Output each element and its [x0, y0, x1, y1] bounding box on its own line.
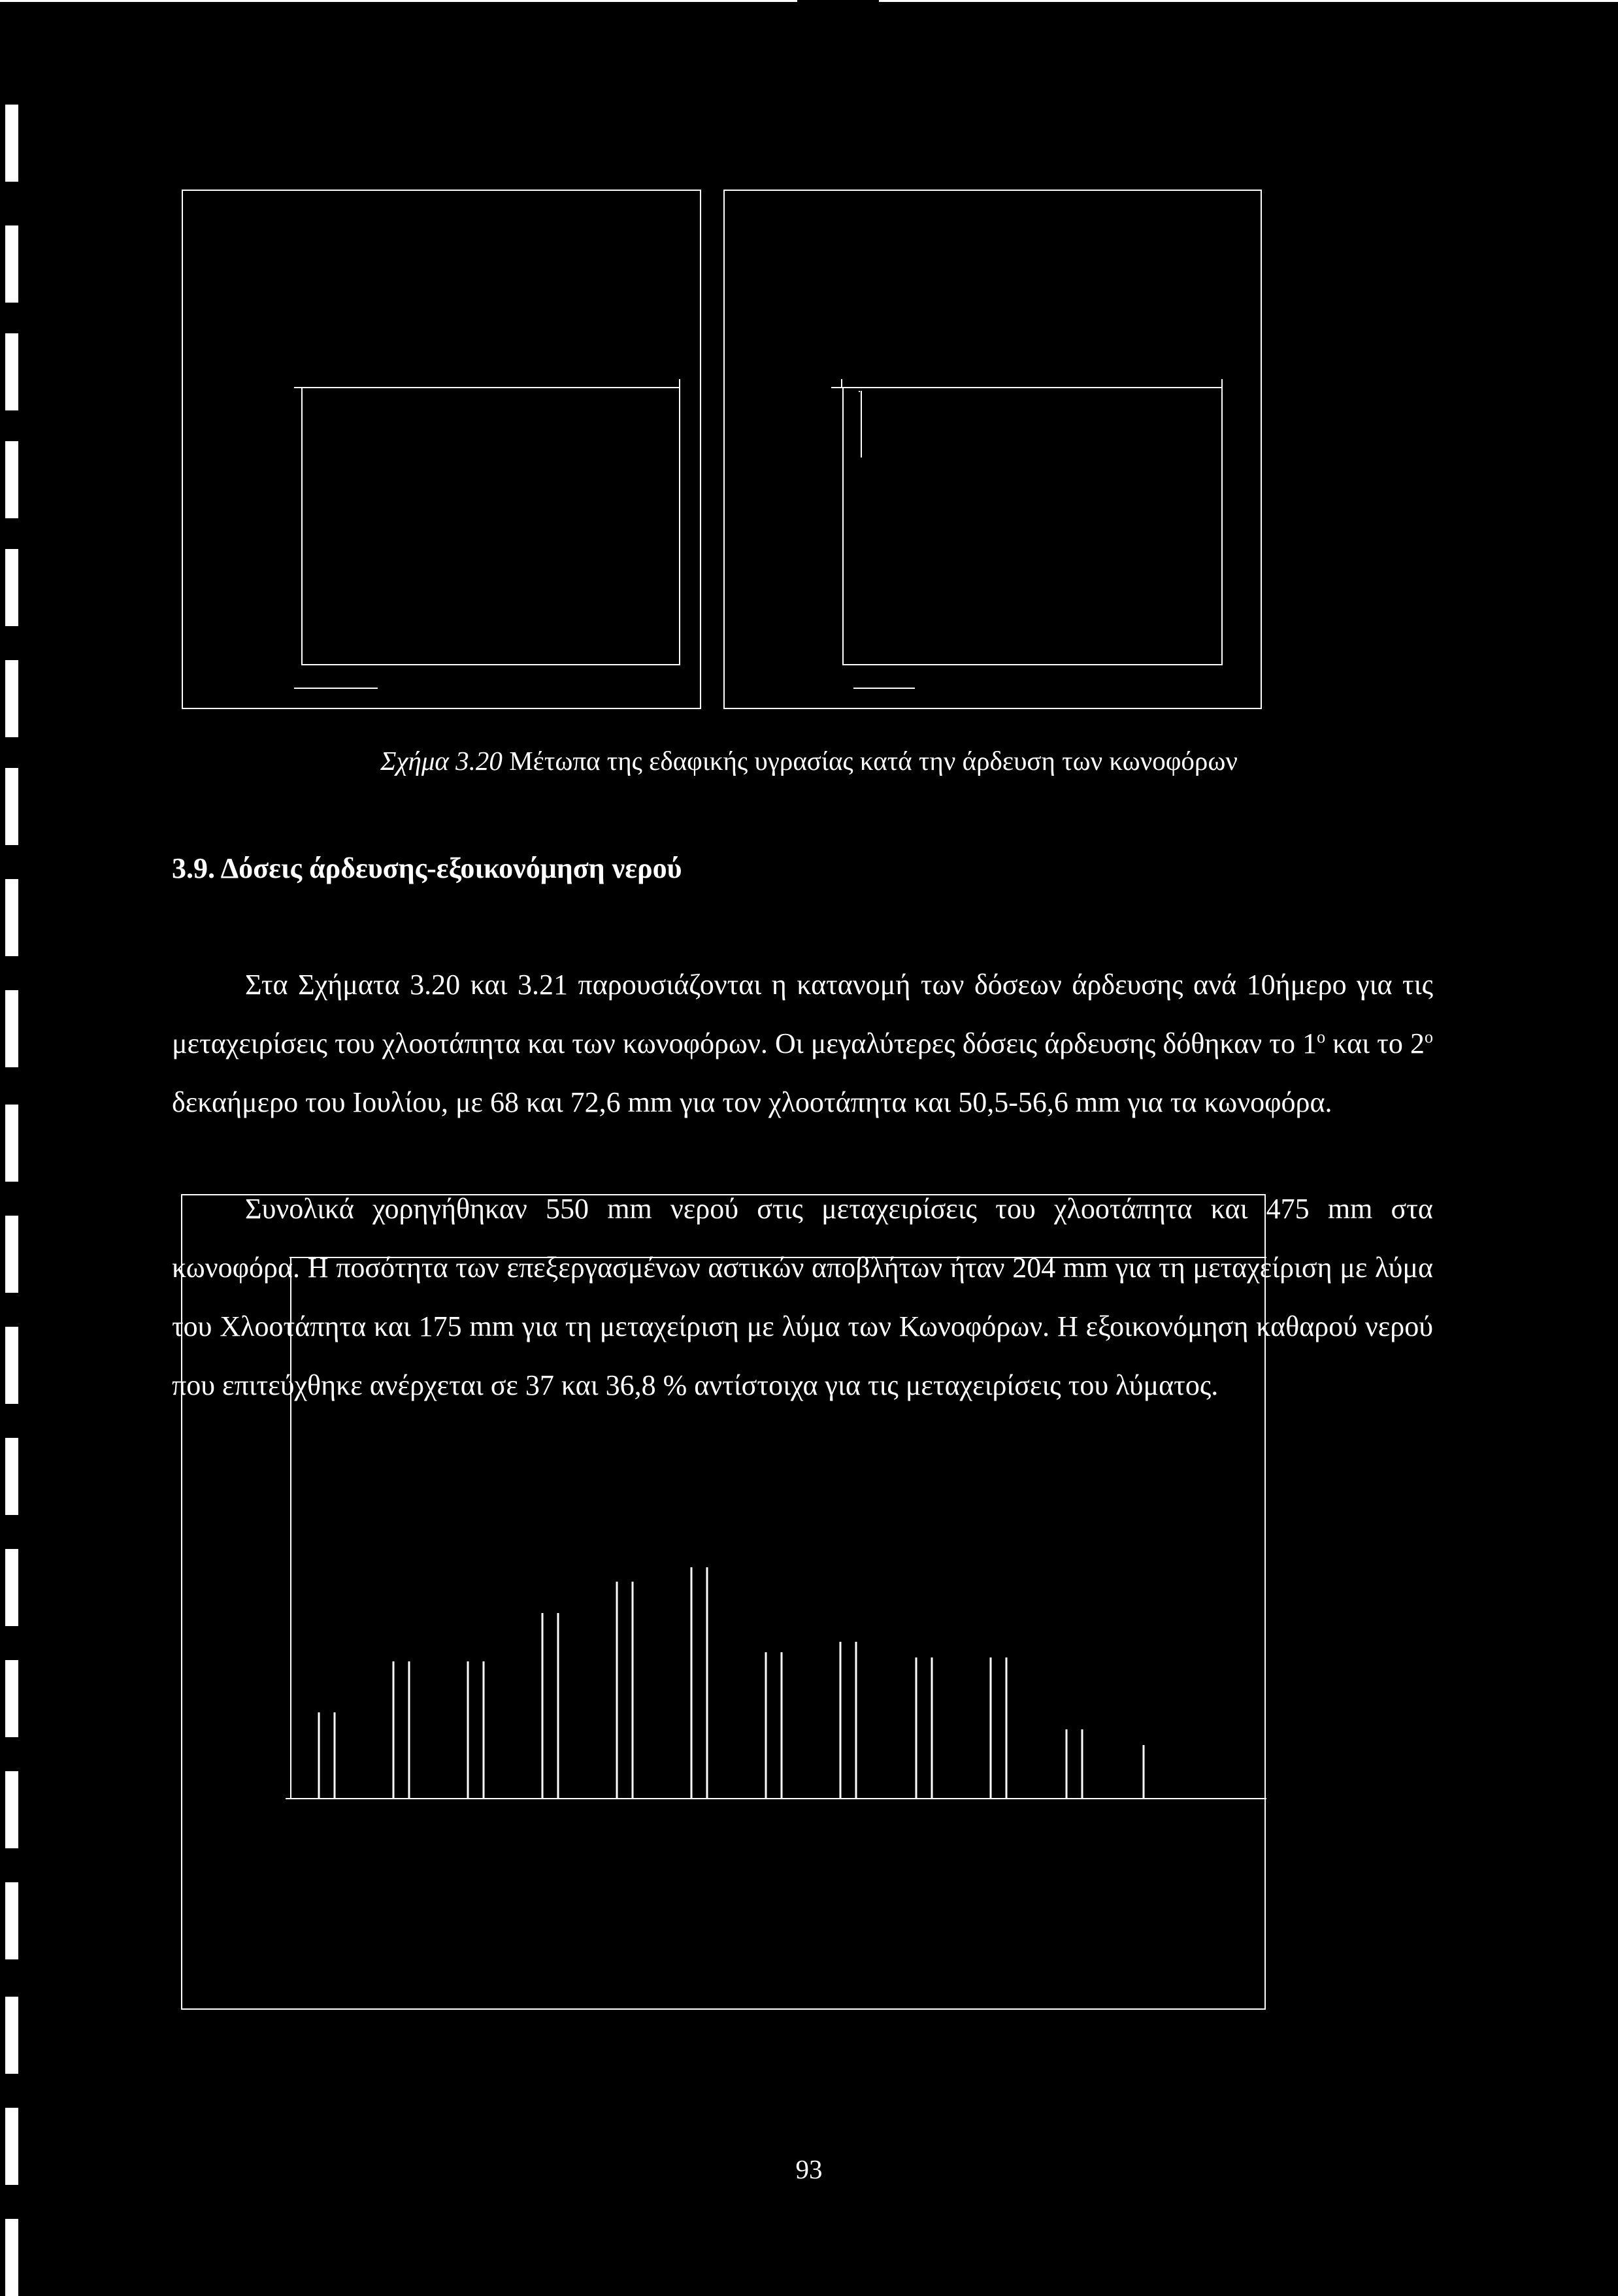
- paragraph-2: Συνολικά χορηγήθηκαν 550 mm νερού στις μεταχειρίσεις του χλοοτάπητα και 475 mm στα κωνοφόρα. Η ποσότητα των επεξεργασμένων αστικών αποβλήτων ήταν 204 mm για τη μεταχείριση με λύμα του Χλοοτάπητα και 175 mm για τη μεταχείριση με λύμα των Κωνοφόρων. Η εξοικονόμηση καθαρού νερού που επιτεύχθηκε ανέρχεται σε 37 και 36,8 % αντίστοιχα για τις μεταχειρίσεις του λύματος.: [172, 1193, 1433, 1401]
- figure-caption-label: Σχήμα 3.20: [380, 746, 503, 776]
- superscript-2: ο: [1425, 1027, 1433, 1046]
- page-number: 93: [795, 2154, 823, 2184]
- paragraph-1-part-1: Στα Σχήματα 3.20 και 3.21 παρουσιάζονται η κατανομή των δόσεων άρδευσης ανά 10ήμερο για τις μεταχειρίσεις του χλοοτάπητα και των κωνοφόρων. Οι μεγαλύτερες δόσεις άρδευσης δόθηκαν το 1: [172, 969, 1433, 1059]
- figure-caption-text: Μέτωπα της εδαφικής υγρασίας κατά την άρδευση των κωνοφόρων: [502, 746, 1238, 776]
- paragraph-1-part-2: και το 2: [1325, 1027, 1425, 1059]
- section-heading: 3.9. Δόσεις άρδευσης-εξοικονόμηση νερού: [172, 852, 682, 884]
- figure-3-21-frame: [182, 1195, 1265, 2009]
- paragraph-1-part-3: δεκαήμερο του Ιουλίου, με 68 και 72,6 mm για τον χλοοτάπητα και 50,5-56,6 mm για τα κωνοφόρα.: [172, 1086, 1332, 1118]
- superscript-1: ο: [1317, 1027, 1326, 1046]
